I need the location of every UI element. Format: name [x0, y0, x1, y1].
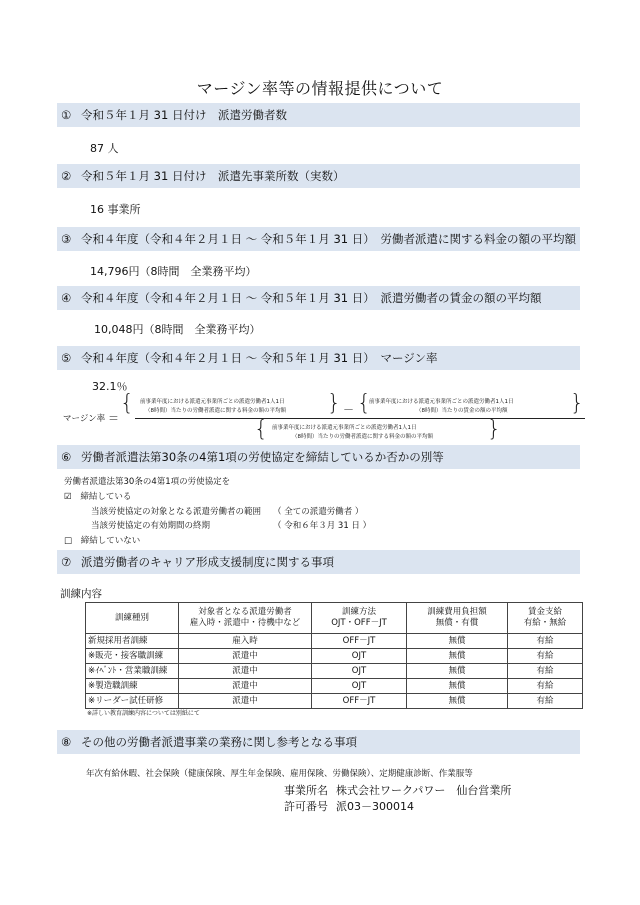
header-target-workers: 対象者となる派遣労働者 雇入時・派遣中・待機中など	[179, 603, 312, 634]
average-wage-value: 10,048円（8時間 全業務平均）	[94, 323, 261, 336]
table-cell: 有給	[508, 634, 583, 649]
table-cell: 有給	[508, 694, 583, 709]
formula-minus: －	[343, 403, 354, 416]
table-row	[86, 664, 583, 679]
permit-number-value: 派03－300014	[336, 800, 414, 813]
section-label: 令和５年１月 31 日付け 派遣先事業所数（実数）	[81, 169, 345, 183]
table-cell: 無償	[407, 664, 508, 679]
formula-wage-line1: 前事業年度における派遣元事業所ごとの派遣労働者1人1日	[369, 399, 514, 405]
agreement-unchecked-row	[64, 534, 140, 546]
formula-bracket: {	[357, 391, 371, 416]
page-title: マージン率等の情報提供について	[196, 79, 444, 98]
section-8-header	[57, 730, 580, 754]
table-cell: ※リーダー試任研修	[86, 694, 179, 709]
table-cell: 派遣中	[179, 694, 312, 709]
table-cell: 有給	[508, 649, 583, 664]
section-number: ②	[61, 169, 72, 183]
table-cell: ※製造職訓練	[86, 679, 179, 694]
agreement-checked-label: 締結している	[80, 492, 132, 502]
table-cell: 無償	[407, 694, 508, 709]
table-row	[86, 649, 583, 664]
formula-fee-line1: 前事業年度における派遣元事業所ごとの派遣労働者1人1日	[140, 399, 285, 405]
agreement-unchecked-label: 締結していない	[80, 536, 141, 546]
formula-bracket: {	[120, 391, 134, 416]
training-heading: 訓練内容	[60, 588, 102, 600]
header-cost: 訓練費用負担額 無償・有償	[407, 603, 508, 634]
formula-bracket: }	[327, 391, 341, 416]
section-label: 令和５年１月 31 日付け 派遣労働者数	[81, 108, 287, 122]
formula-bracket: }	[570, 391, 584, 416]
formula-wage-line2: （8時間）当たりの賃金の額の平均額	[416, 408, 508, 414]
section-label: 令和４年度（令和４年２月１日 ～ 令和５年１月 31 日） マージン率	[81, 351, 438, 365]
checkbox-checked[interactable]: ☑	[64, 492, 72, 502]
section-label: 令和４年度（令和４年２月１日 ～ 令和５年１月 31 日） 労働者派遣に関する料金の額の平均額	[81, 232, 577, 246]
formula-fraction-line	[135, 418, 585, 419]
header-training-type: 訓練種別	[86, 603, 179, 634]
table-cell: 雇入時	[179, 634, 312, 649]
formula-bracket: {	[254, 417, 268, 442]
table-cell: OFF－JT	[312, 694, 407, 709]
section-5-header	[57, 346, 580, 370]
client-offices-count: 16 事業所	[90, 203, 141, 216]
table-cell: OJT	[312, 679, 407, 694]
section-7-header	[57, 550, 580, 574]
section-number: ⑧	[61, 735, 72, 749]
section-number: ④	[61, 291, 72, 305]
formula-label: マージン率	[63, 414, 106, 424]
table-cell: 無償	[407, 634, 508, 649]
formula-fee-line2: （8時間）当たりの労働者派遣に関する料金の額の平均額	[145, 408, 287, 414]
table-cell: 無償	[407, 649, 508, 664]
section-label: 令和４年度（令和４年２月１日 ～ 令和５年１月 31 日） 派遣労働者の賃金の額の平均額	[81, 291, 542, 305]
dispatched-workers-count: 87 人	[90, 142, 119, 155]
table-cell: OJT	[312, 664, 407, 679]
section-2-header	[57, 164, 580, 188]
section-number: ⑤	[61, 351, 72, 365]
agreement-scope-label: 当該労使協定の対象となる派遣労働者の範囲	[91, 507, 262, 517]
table-row	[86, 634, 583, 649]
table-cell: 派遣中	[179, 664, 312, 679]
table-header-row	[86, 603, 583, 634]
table-cell: OJT	[312, 649, 407, 664]
table-cell: ※ｲﾍﾞﾝﾄ・営業職訓練	[86, 664, 179, 679]
section-number: ③	[61, 232, 72, 246]
agreement-scope-value: （ 全ての派遣労働者 ）	[273, 507, 364, 517]
table-cell: OFF－JT	[312, 634, 407, 649]
formula-denominator-line1: 前事業年度における派遣元事業所ごとの派遣労働者1人1日	[272, 425, 417, 431]
table-row	[86, 694, 583, 709]
training-table	[85, 602, 583, 709]
section-6-header	[57, 445, 580, 469]
table-cell: 派遣中	[179, 679, 312, 694]
table-cell: ※販売・接客職訓練	[86, 649, 179, 664]
header-method: 訓練方法 OJT・OFF－JT	[312, 603, 407, 634]
table-cell: 新規採用者訓練	[86, 634, 179, 649]
table-cell: 有給	[508, 664, 583, 679]
table-row	[86, 679, 583, 694]
formula-equals: ＝	[108, 412, 119, 425]
section-1-header	[57, 103, 580, 127]
section-label: その他の労働者派遣事業の業務に関し参考となる事項	[81, 735, 357, 749]
formula-denominator-line2: （8時間）当たりの労働者派遣に関する料金の額の平均額	[292, 434, 434, 440]
office-name-label: 事業所名	[284, 784, 328, 797]
other-matters-text: 年次有給休暇、社会保険（健康保険、厚生年金保険、雇用保険、労働保険）、定期健康診断、作業服等	[86, 769, 473, 779]
section-4-header	[57, 286, 580, 310]
agreement-checked-row	[64, 490, 131, 502]
agreement-expiry-label: 当該労使協定の有効期間の終期	[91, 521, 211, 531]
office-name-value: 株式会社ワークパワー 仙台営業所	[336, 784, 512, 797]
section-label: 派遣労働者のキャリア形成支援制度に関する事項	[81, 555, 334, 569]
average-fee-value: 14,796円（8時間 全業務平均）	[90, 265, 257, 278]
agreement-expiry-value: （ 令和６年３月 31 日 ）	[273, 521, 372, 531]
table-cell: 無償	[407, 679, 508, 694]
table-cell: 派遣中	[179, 649, 312, 664]
section-number: ①	[61, 108, 72, 122]
permit-number-label: 許可番号	[284, 800, 328, 813]
section-number: ⑥	[61, 450, 72, 464]
training-note: ※詳しい教育訓練内容については別紙にて	[87, 710, 200, 717]
section-number: ⑦	[61, 555, 72, 569]
margin-rate-value: 32.1％	[92, 380, 128, 393]
agreement-intro: 労働者派遣法第30条の4第1項の労使協定を	[64, 477, 231, 487]
section-3-header	[57, 227, 580, 251]
header-wage: 賃金支給 有給・無給	[508, 603, 583, 634]
formula-bracket: }	[487, 417, 501, 442]
checkbox-unchecked[interactable]: □	[64, 536, 73, 546]
section-label: 労働者派遣法第30条の4第1項の労使協定を締結しているか否かの別等	[81, 450, 444, 464]
table-cell: 有給	[508, 679, 583, 694]
